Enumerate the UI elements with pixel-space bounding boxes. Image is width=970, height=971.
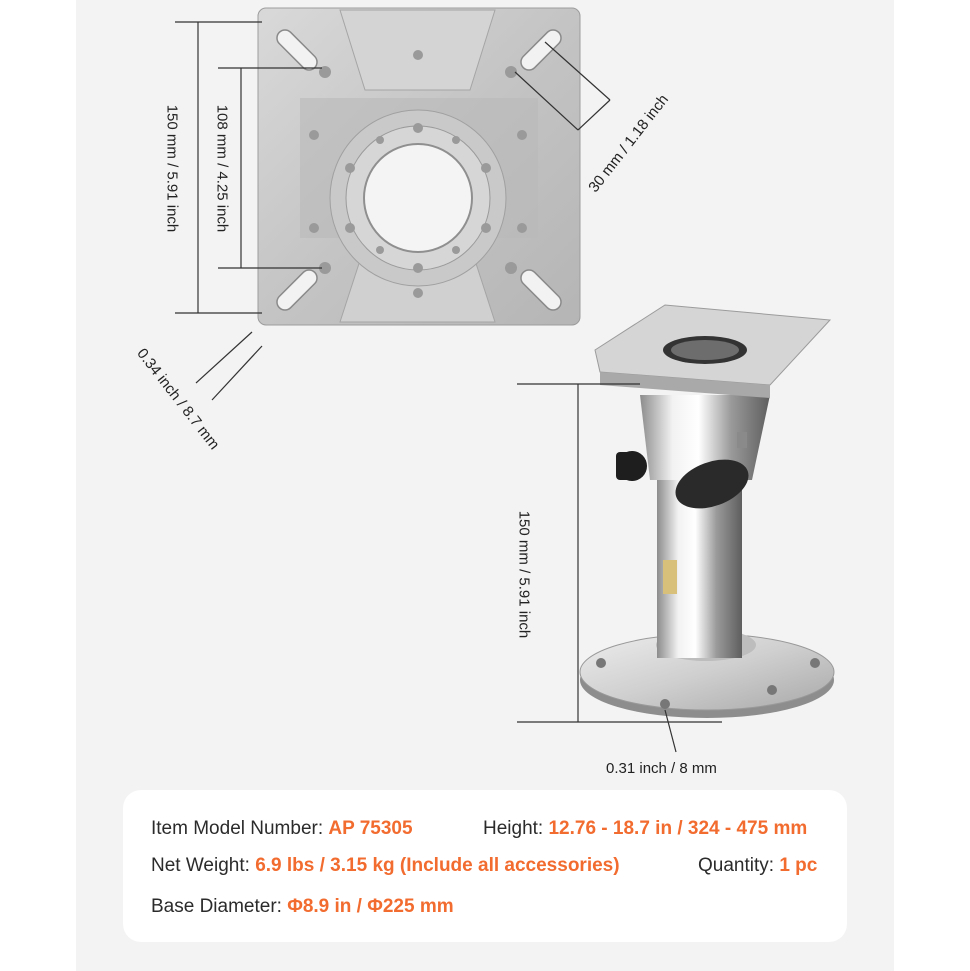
spec-quantity-label: Quantity:: [698, 855, 775, 876]
hole-spacing-label: 108 mm / 4.25 inch: [213, 104, 231, 233]
spec-diameter-label: Base Diameter:: [151, 896, 282, 917]
spec-model: [151, 818, 413, 840]
spec-weight-value: 6.9 lbs / 3.15 kg (Include all accessories): [255, 855, 620, 876]
spec-weight-label: Net Weight:: [151, 855, 250, 876]
slot-width-label: 0.34 inch / 8.7 mm: [133, 345, 223, 453]
spec-quantity: [698, 855, 817, 877]
spec-diameter-value: Φ8.9 in / Φ225 mm: [287, 896, 454, 917]
base-hole-label: 0.31 inch / 8 mm: [606, 760, 717, 777]
pedestal-height-label: 150 mm / 5.91 inch: [515, 510, 533, 639]
spec-weight: [151, 855, 620, 877]
spec-height-value: 12.76 - 18.7 in / 324 - 475 mm: [548, 818, 808, 839]
spec-height: [483, 818, 807, 840]
spec-model-label: Item Model Number:: [151, 818, 324, 839]
spec-panel: [123, 790, 847, 942]
mounting-plate-top-view: [258, 8, 580, 325]
pedestal-illustration: [580, 305, 834, 718]
spec-diameter: [151, 896, 454, 918]
plate-height-label: 150 mm / 5.91 inch: [163, 104, 181, 233]
spec-quantity-value: 1 pc: [779, 855, 818, 876]
spec-height-label: Height:: [483, 818, 544, 839]
spec-model-value: AP 75305: [328, 818, 413, 839]
slot-length-label: 30 mm / 1.18 inch: [585, 91, 673, 196]
